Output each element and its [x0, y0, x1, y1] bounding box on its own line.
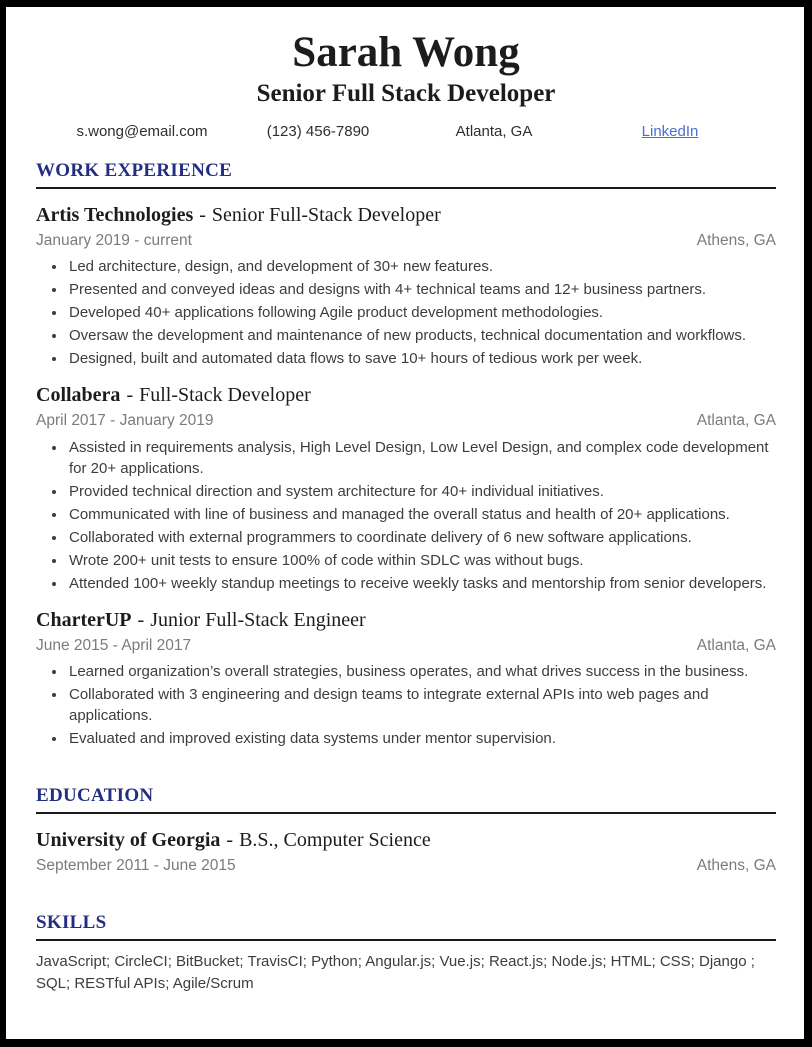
job-bullet-list — [36, 437, 776, 594]
job-bullet: • Collaborated with external programmers to coordinate delivery of 6 new software applications. — [67, 527, 776, 548]
education-meta-row — [36, 856, 776, 875]
job-location: Atlanta, GA — [696, 636, 776, 654]
contact-email: s.wong@email.com — [76, 123, 208, 141]
separator-dash: - — [226, 829, 234, 852]
job-location: Atlanta, GA — [696, 412, 776, 430]
job-bullet: • Developed 40+ applications following Agile product development methodologies. — [67, 302, 776, 323]
job-header — [36, 608, 776, 632]
job-role: Full-Stack Developer — [139, 384, 311, 407]
company-name: CharterUP — [36, 608, 132, 631]
company-name: Collabera — [36, 384, 121, 407]
job-role: Senior Full-Stack Developer — [211, 204, 441, 227]
page-title: Sarah Wong — [292, 29, 520, 76]
job-location: Athens, GA — [696, 232, 776, 250]
education-entry — [36, 828, 776, 875]
job-bullet: • Assisted in requirements analysis, High Level Design, Low Level Design, and complex code development for 20+ applications. — [67, 437, 776, 479]
job-bullet: • Provided technical direction and system architecture for 40+ individual initiatives. — [67, 481, 776, 502]
job-bullet: • Evaluated and improved existing data systems under mentor supervision. — [67, 728, 776, 749]
contact-row — [54, 123, 758, 140]
separator-dash: - — [137, 608, 145, 631]
job-entry — [36, 203, 776, 369]
education-dates: September 2011 - June 2015 — [36, 857, 236, 875]
job-bullet: • Oversaw the development and maintenance of new products, technical documentation and workflows. — [67, 325, 776, 346]
job-meta-row — [36, 411, 776, 430]
skills-list-text: JavaScript; CircleCI; BitBucket; TravisCI; Python; Angular.js; Vue.js; React.js; Node.js; HTML; CSS; Django ; SQL; RESTful APIs; Agile/Scrum — [36, 952, 755, 992]
job-dates: January 2019 - current — [36, 232, 192, 250]
person-job-title: Senior Full Stack Developer — [256, 80, 556, 108]
school-name: University of Georgia — [36, 829, 221, 852]
job-bullet: • Wrote 200+ unit tests to ensure 100% of code within SDLC was without bugs. — [67, 550, 776, 571]
job-bullet-list — [36, 661, 776, 749]
job-dates: June 2015 - April 2017 — [36, 636, 192, 654]
job-bullet: • Attended 100+ weekly standup meetings to receive weekly tasks and mentorship from senior developers. — [67, 573, 776, 594]
job-entry — [36, 608, 776, 749]
company-name: Artis Technologies — [36, 204, 194, 227]
job-entry — [36, 383, 776, 593]
job-dates: April 2017 - January 2019 — [36, 412, 214, 430]
section-heading-work-experience: WORK EXPERIENCE — [36, 160, 776, 189]
job-bullet: • Collaborated with 3 engineering and design teams to integrate external APIs into web pages and applications. — [67, 684, 776, 726]
contact-phone: (123) 456-7890 — [266, 123, 370, 141]
education-location: Athens, GA — [696, 857, 776, 875]
job-bullet-list — [36, 256, 776, 369]
job-bullet: • Designed, built and automated data flows to save 10+ hours of tedious work per week. — [67, 348, 776, 369]
job-bullet: • Led architecture, design, and development of 30+ new features. — [67, 256, 776, 277]
job-header — [36, 203, 776, 227]
section-heading-skills: SKILLS — [36, 912, 776, 941]
job-bullet: • Presented and conveyed ideas and designs with 4+ technical teams and 12+ business partners. — [67, 279, 776, 300]
section-heading-education: EDUCATION — [36, 785, 776, 814]
job-bullet: • Communicated with line of business and managed the overall status and health of 20+ applications. — [67, 504, 776, 525]
job-bullet: • Learned organization’s overall strategies, business operates, and what drives success in the business. — [67, 661, 776, 682]
degree: B.S., Computer Science — [239, 829, 431, 852]
resume-page — [6, 7, 804, 1039]
separator-dash: - — [199, 204, 206, 227]
job-header — [36, 383, 776, 407]
job-meta-row — [36, 636, 776, 655]
education-header — [36, 828, 776, 852]
separator-dash: - — [126, 384, 134, 407]
job-meta-row — [36, 231, 776, 250]
job-role: Junior Full-Stack Engineer — [150, 608, 366, 631]
contact-location: Atlanta, GA — [455, 123, 533, 141]
linkedin-link[interactable]: LinkedIn — [641, 123, 699, 141]
